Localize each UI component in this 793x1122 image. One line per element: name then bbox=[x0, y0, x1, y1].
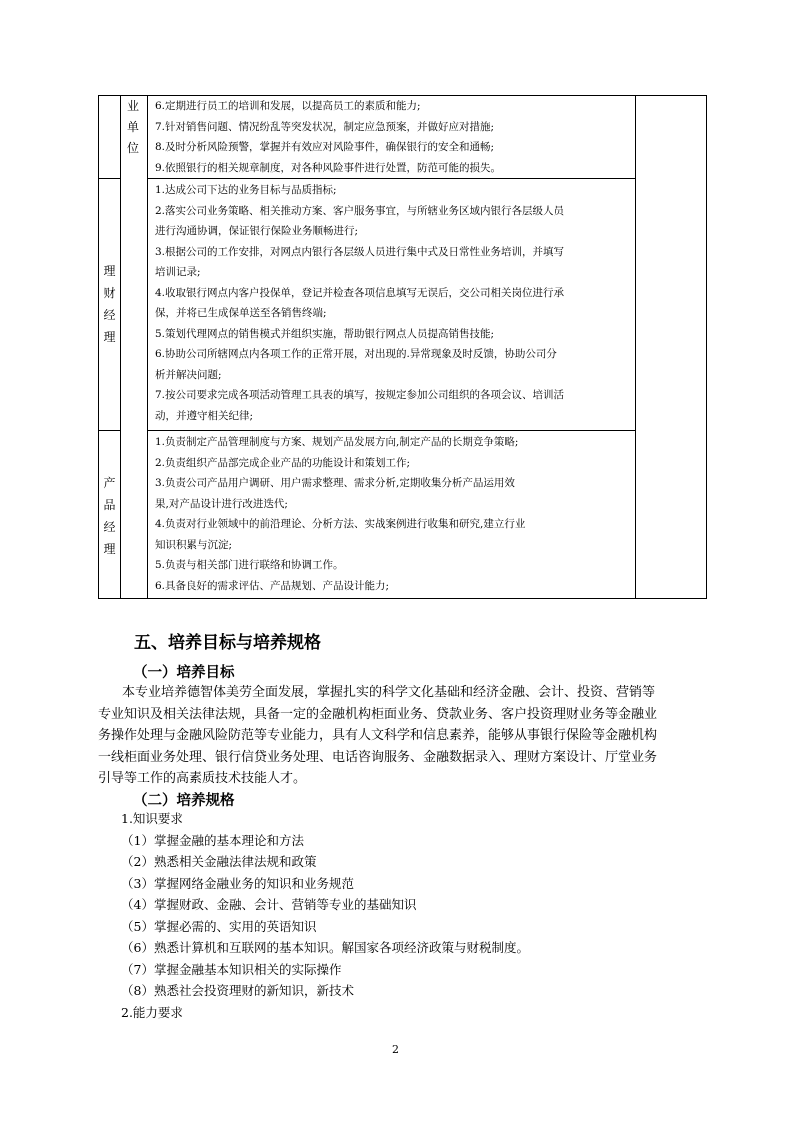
role-label-wealth-manager: 理 财 经 理 bbox=[103, 264, 116, 344]
list-item: （8）熟悉社会投资理财的新知识，新技术 bbox=[121, 983, 354, 998]
role3-duties: 1.负责制定产品管理制度与方案、规划产品发展方向,制定产品的长期竞争策略; 2.负责组织产品部完成企业产品的功能设计和策划工作; 3.负责公司产品用户调研、用户需求整理、需求分析,定期收集分析产品运用效 果,对产品设计进行改进迭代; 4.负责对行业领域中的前沿理论、分析方法、实战案例进行收集和研究,建立行业 知识积累与沉淀; 5.负责与相关部门进行联络和协调工作。 6.具备良好的需求评估、产品规划、产品设计能力; bbox=[155, 436, 526, 592]
role2-duties: 1.达成公司下达的业务目标与品质指标; 2.落实公司业务策略、相关推动方案、客户服务事宜，与所辖业务区域内银行各层级人员 进行沟通协调，保证银行保险业务顺畅进行; 3.根据公司的工作安排，对网点内银行各层级人员进行集中式及日常性业务培训，并填写 培训记录; 4.收取银行网点内客户投保单，登记并检查各项信息填写无误后，交公司相关岗位进行承 保，并将已生成保单送至各销售终端; 5.策划代理网点的销售模式并组织实施，帮助银行网点人员提高销售技能; 6.协助公司所辖网点内各项工作的正常开展，对出现的.异常现象及时反馈，协助公司分 析并解决问题; 7.按公司要求完成各项活动管理工具表的填写，按规定参加公司组织的各项会议、培训活 动，并遵守相关纪律; bbox=[155, 184, 565, 422]
list-item: （2）熟悉相关金融法律法规和政策 bbox=[121, 854, 317, 869]
duty-table bbox=[98, 95, 707, 599]
list-item: （5）掌握必需的、实用的英语知识 bbox=[121, 918, 317, 934]
goals-paragraph: 本专业培养德智体美劳全面发展，掌握扎实的科学文化基础和经济金融、会计、投资、营销等 专业知识及相关法律法规，具备一定的金融机构柜面业务、贷款业务、客户投资理财业务等金融业 务操作处理与金融风险防范等专业能力，具有人文科学和信息素养，能够从事银行保险等金融机构 一线柜面业务处理、银行信贷业务处理、电话咨询服务、金融数据录入、理财方案设计、厅堂业务 引导等工作的高素质技术技能人才。 bbox=[98, 685, 658, 786]
table-divider bbox=[99, 178, 120, 179]
table-divider bbox=[120, 96, 121, 598]
list-item: （3）掌握网络金融业务的知识和业务规范 bbox=[121, 875, 354, 891]
table-divider bbox=[147, 96, 148, 598]
subsection-title-goals: （一）培养目标 bbox=[133, 665, 235, 681]
list-item: （1）掌握金融的基本理论和方法 bbox=[121, 832, 304, 848]
role1-duties: 6.定期进行员工的培训和发展，以提高员工的素质和能力; 7.针对销售问题、情况纷乱等突发状况，制定应急预案，并做好应对措施; 8.及时分析风险预警，掌握并有效应对风险事件，确保银行的安全和通畅; 9.依照银行的相关规章制度，对各种风险事件进行处置，防范可能的损失。 bbox=[155, 100, 502, 174]
list-item: （4）掌握财政、金融、会计、营销等专业的基础知识 bbox=[121, 897, 417, 912]
list-item: （7）掌握金融基本知识相关的实际操作 bbox=[121, 961, 342, 977]
section-title: 五、培养目标与培养规格 bbox=[134, 633, 321, 653]
subsection-title-specs: （二）培养规格 bbox=[133, 793, 235, 809]
page-number: 2 bbox=[392, 1043, 399, 1056]
unit-label: 业 单 位 bbox=[126, 99, 139, 155]
table-divider bbox=[147, 178, 635, 179]
list-item: 1.知识要求 bbox=[121, 811, 183, 826]
role-label-product-manager: 产 品 经 理 bbox=[103, 476, 116, 556]
list-item: （6）熟悉计算机和互联网的基本知识。解国家各项经济政策与财税制度。 bbox=[121, 940, 529, 955]
table-divider bbox=[99, 430, 120, 431]
spec-list bbox=[121, 808, 529, 1023]
table-divider bbox=[147, 430, 635, 431]
list-item: 2.能力要求 bbox=[121, 1004, 183, 1020]
